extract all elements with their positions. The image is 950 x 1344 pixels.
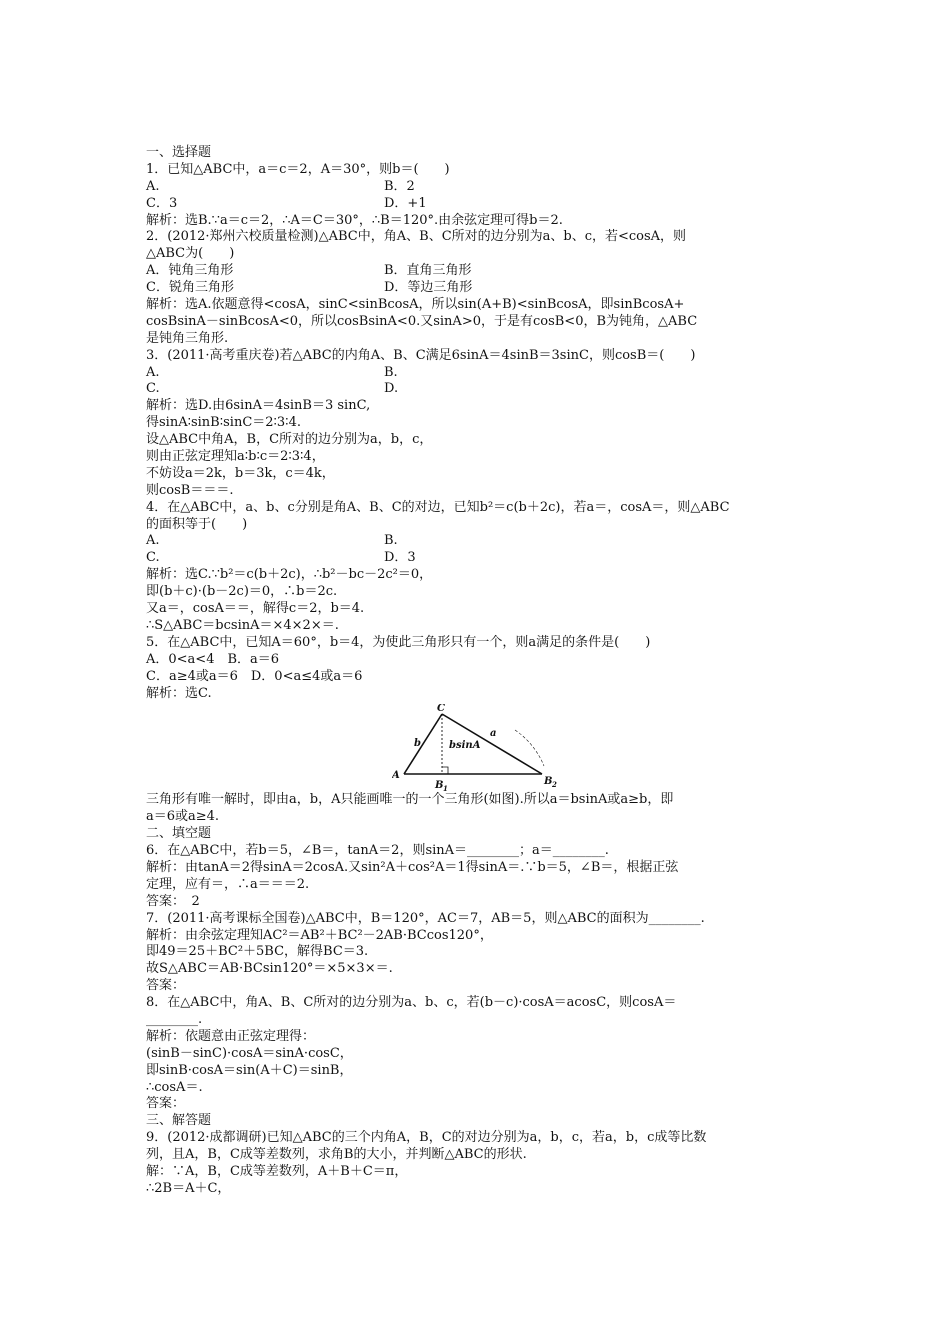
option-text: C. <box>146 550 160 566</box>
text-line: 2．(2012·郑州六校质量检测)△ABC中，角A、B、C所对的边分别为a、b、c，若<cosA，则 <box>146 229 687 245</box>
label-b: b <box>414 738 421 750</box>
text-line: ________. <box>146 1011 203 1027</box>
text-line: a＝6或a≥4. <box>146 809 220 825</box>
text-line <box>146 179 811 196</box>
option-text: C. <box>146 381 160 397</box>
text-line: cosBsinA－sinBcosA<0，所以cosBsinA<0.又sinA>0，于是有cosB<0，B为钝角，△ABC <box>146 313 698 329</box>
text-line <box>146 381 811 398</box>
text-line: ∴2B＝A＋C， <box>146 1180 231 1196</box>
text-line: 5．在△ABC中，已知A＝60°，b＝4，为使此三角形只有一个，则a满足的条件是( ) <box>146 634 651 650</box>
text-line: 列，且A，B，C成等差数列，求角B的大小，并判断△ABC的形状. <box>146 1147 527 1163</box>
text-line: 即49＝25＋BC²＋5BC，解得BC＝3. <box>146 944 369 960</box>
text-line: (sinB－sinC)·cosA＝sinA·cosC， <box>146 1045 353 1061</box>
text-line: 解析：选C.∵b²＝c(b＋2c)，∴b²－bc－2c²＝0， <box>146 567 433 583</box>
option-text: A．钝角三角形 <box>146 263 234 279</box>
option-text: B. <box>384 533 398 549</box>
option-text: B. <box>384 364 398 380</box>
text-line: 三、解答题 <box>146 1113 212 1129</box>
text-line: 故S△ABC＝AB·BCsin120°＝×5×3×＝. <box>146 961 393 977</box>
text-line: 不妨设a＝2k，b＝3k，c＝4k， <box>146 465 335 481</box>
text-line: 1．已知△ABC中，a＝c＝2，A＝30°，则b＝( ) <box>146 161 450 177</box>
text-line: 解析：由tanA＝2得sinA＝2cosA.又sin²A＋cos²A＝1得sinA＝.∵b＝5，∠B＝，根据正弦 <box>146 859 679 875</box>
text-line: 8．在△ABC中，角A、B、C所对的边分别为a、b、c，若(b－c)·cosA＝acosC，则cosA＝ <box>146 995 677 1011</box>
text-line: A．0<a<4 B．a＝6 <box>146 651 280 667</box>
option-text: D．+1 <box>384 195 427 211</box>
label-B2: B <box>544 776 553 788</box>
text-line: 一、选择题 <box>146 145 212 160</box>
text-line: ∴cosA＝. <box>146 1079 203 1095</box>
text-line: 答案： <box>146 1096 186 1112</box>
text-line: 得sinA∶sinB∶sinC＝2∶3∶4. <box>146 415 301 431</box>
label-C: C <box>437 704 445 715</box>
text-line: 解析：选D.由6sinA＝4sinB＝3 sinC, <box>146 398 371 414</box>
option-text: B．直角三角形 <box>384 263 472 279</box>
text-line <box>146 280 811 297</box>
text-line: △ABC为( ) <box>146 246 235 262</box>
text-line: ∴S△ABC＝bcsinA＝×4×2×＝. <box>146 617 339 633</box>
text-line: 二、填空题 <box>146 826 212 842</box>
option-text: C．锐角三角形 <box>146 280 234 296</box>
text-line: 即sinB·cosA＝sin(A＋C)＝sinB， <box>146 1062 353 1078</box>
text-line <box>146 365 811 382</box>
text-line: 解析：依题意由正弦定理得： <box>146 1028 316 1044</box>
text-line: 解析：选C. <box>146 685 212 701</box>
option-text: B．2 <box>384 178 415 194</box>
option-text: A. <box>146 364 160 380</box>
right-angle-mark <box>442 767 448 774</box>
text-line: 3．(2011·高考重庆卷)若△ABC的内角A、B、C满足6sinA＝4sinB＝3sinC，则cosB＝( ) <box>146 347 696 363</box>
text-line <box>146 263 811 280</box>
text-line: 解析：选A.依题意得<cosA，sinC<sinBcosA，所以sin(A+B)<sinBcosA，即sinBcosA+ <box>146 297 685 313</box>
text-line <box>146 533 811 550</box>
text-line: 7．(2011·高考课标全国卷)△ABC中，B＝120°，AC＝7，AB＝5，则△ABC的面积为________. <box>146 910 705 926</box>
text-line: 4．在△ABC中，a、b、c分别是角A、B、C的对边，已知b²＝c(b＋2c)，若a＝，cosA＝，则△ABC <box>146 499 730 515</box>
document-body <box>146 145 811 1198</box>
text-line: 解析：选B.∵a＝c＝2，∴A＝C＝30°，∴B＝120°.由余弦定理可得b＝2. <box>146 212 563 228</box>
text-line <box>146 550 811 567</box>
option-text: A. <box>146 533 160 549</box>
text-line: 解析：由余弦定理知AC²＝AB²＋BC²－2AB·BCcos120°， <box>146 927 493 943</box>
option-text: D．3 <box>384 550 416 566</box>
text-line <box>146 196 811 213</box>
label-B2-sub: 2 <box>552 780 557 790</box>
text-line: 是钝角三角形. <box>146 330 229 346</box>
option-text: D. <box>384 381 399 397</box>
text-line: 三角形有唯一解时，即由a，b，A只能画唯一的一个三角形(如图).所以a＝bsinA或a≥b，即 <box>146 792 674 808</box>
label-B1: B <box>435 780 444 792</box>
text-line: C．a≥4或a＝6 D．0<a≤4或a＝6 <box>146 668 363 684</box>
option-text: A. <box>146 178 160 194</box>
label-a: a <box>490 728 497 740</box>
text-line: 则由正弦定理知a∶b∶c＝2∶3∶4， <box>146 449 325 465</box>
text-line: 设△ABC中角A，B，C所对的边分别为a，b，c， <box>146 432 433 448</box>
text-line: 解：∵A，B，C成等差数列，A＋B＋C＝π， <box>146 1163 408 1179</box>
text-line: 即(b＋c)·(b－2c)＝0，∴b＝2c. <box>146 584 338 600</box>
label-A: A <box>392 770 400 782</box>
text-line: 9．(2012·成都调研)已知△ABC的三个内角A，B，C的对边分别为a，b，c，若a，b，c成等比数 <box>146 1130 707 1146</box>
triangle-figure <box>146 704 811 792</box>
text-line: 答案： 2 <box>146 893 200 909</box>
text-line: 答案： <box>146 978 186 994</box>
triangle-diagram <box>392 704 562 792</box>
option-text: D．等边三角形 <box>384 280 473 296</box>
text-line: 定理，应有＝，∴a＝＝＝2. <box>146 876 310 892</box>
label-B1-sub: 1 <box>443 784 448 793</box>
text-line: 的面积等于( ) <box>146 516 248 532</box>
side-b <box>404 714 442 774</box>
text-line: 又a＝，cosA＝＝，解得c＝2，b＝4. <box>146 601 365 617</box>
option-text: C．3 <box>146 195 178 211</box>
text-line: 则cosB＝＝＝. <box>146 482 234 498</box>
text-line: 6．在△ABC中，若b＝5，∠B＝，tanA＝2，则sinA＝________；a＝________. <box>146 843 609 859</box>
label-bsinA: bsinA <box>449 740 481 752</box>
